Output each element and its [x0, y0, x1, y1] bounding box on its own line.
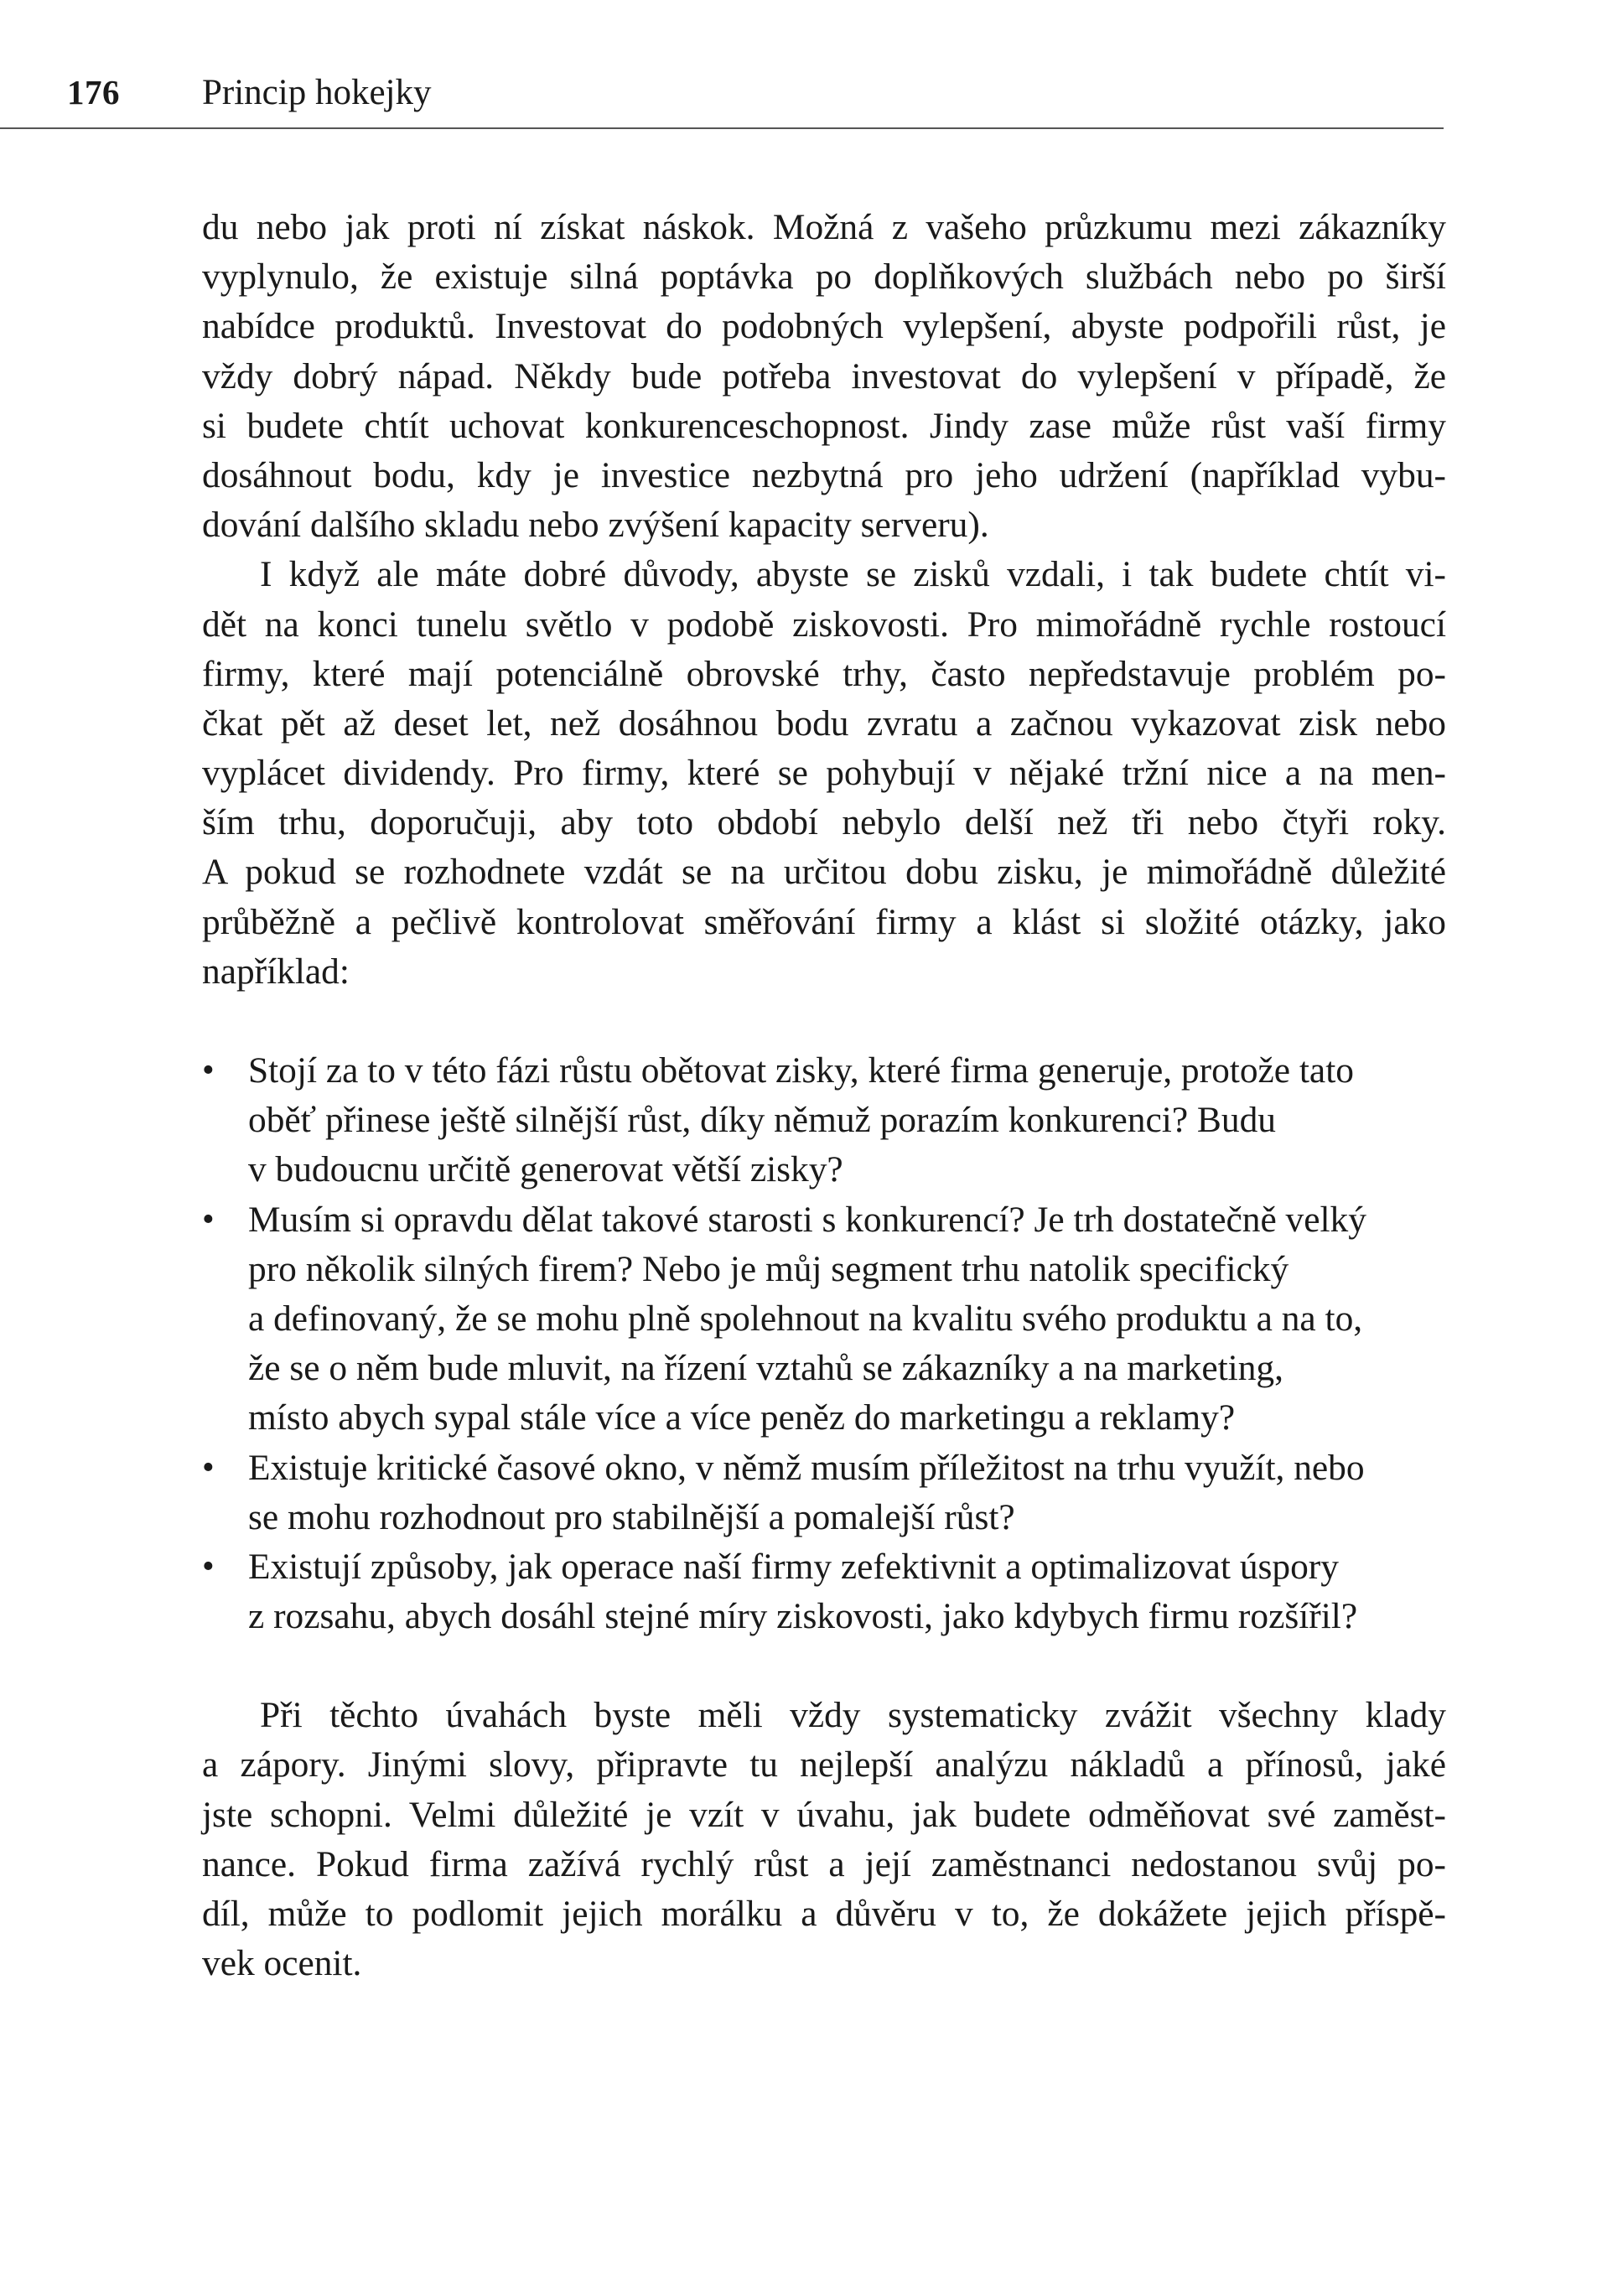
paragraph	[202, 550, 1446, 997]
text-line: ším trhu, doporučuji, aby toto období nebylo delší než tři nebo čtyři roky.	[202, 802, 1446, 843]
text-line: Existují způsoby, jak operace naší firmy zefektivnit a optimalizovat úspory	[248, 1546, 1339, 1587]
paragraph	[202, 1691, 1446, 1988]
text-line: se mohu rozhodnout pro stabilnější a pomalejší růst?	[248, 1496, 1015, 1537]
text-line: jste schopni. Velmi důležité je vzít v úvahu, jak budete odměňovat své zaměst-	[202, 1794, 1446, 1835]
list-item	[202, 1443, 1446, 1542]
text-line: v budoucnu určitě generovat větší zisky?	[248, 1149, 843, 1190]
text-line: A pokud se rozhodnete vzdát se na určitou dobu zisku, je mimořádně důležité	[202, 852, 1446, 893]
list-item	[202, 1542, 1446, 1641]
text-line: si budete chtít uchovat konkurenceschopnost. Jindy zase může růst vaší firmy	[202, 405, 1446, 446]
text-line: z rozsahu, abych dosáhl stejné míry ziskovosti, jako kdybych firmu rozšířil?	[248, 1596, 1358, 1637]
bullet-icon: •	[202, 1547, 215, 1586]
spacer	[202, 1641, 1446, 1691]
text-line: I když ale máte dobré důvody, abyste se zisků vzdali, i tak budete chtít vi-	[260, 554, 1446, 595]
text-line: firmy, které mají potenciálně obrovské trhy, často nepředstavuje problém po-	[202, 653, 1446, 694]
bullet-icon: •	[202, 1051, 215, 1090]
text-line: vek ocenit.	[202, 1943, 362, 1984]
text-line: že se o něm bude mluvit, na řízení vztahů se zákazníky a na marketing,	[248, 1348, 1283, 1389]
page-header	[0, 67, 1444, 131]
text-line: například:	[202, 951, 350, 992]
text-line: Při těchto úvahách byste měli vždy systematicky zvážit všechny klady	[260, 1695, 1446, 1736]
text-line: a definovaný, že se mohu plně spolehnout na kvalitu svého produktu a na to,	[248, 1298, 1363, 1339]
text-line: vyplácet dividendy. Pro firmy, které se pohybují v nějaké tržní nice a na men-	[202, 753, 1446, 794]
text-line: dosáhnout bodu, kdy je investice nezbytná pro jeho udržení (například vybu-	[202, 454, 1446, 495]
bullet-list	[202, 1046, 1446, 1641]
page-number: 176	[67, 73, 120, 111]
body-text	[202, 203, 1446, 1988]
text-line: průběžně a pečlivě kontrolovat směřování firmy a klást si složité otázky, jako	[202, 901, 1446, 942]
text-line: nance. Pokud firma zažívá rychlý růst a její zaměstnanci nedostanou svůj po-	[202, 1843, 1446, 1884]
text-line: oběť přinese ještě silnější růst, díky němuž porazím konkurenci? Budu	[248, 1100, 1276, 1141]
list-item	[202, 1046, 1446, 1195]
paragraph	[202, 203, 1446, 550]
spacer	[202, 997, 1446, 1046]
running-title: Princip hokejky	[202, 73, 432, 112]
list-item	[202, 1195, 1446, 1443]
text-line: a zápory. Jinými slovy, připravte tu nejlepší analýzu nákladů a přínosů, jaké	[202, 1744, 1446, 1785]
text-line: nabídce produktů. Investovat do podobných vylepšení, abyste podpořili růst, je	[202, 306, 1446, 347]
text-line: dět na konci tunelu světlo v podobě ziskovosti. Pro mimořádně rychle rostoucí	[202, 604, 1446, 645]
header-rule	[0, 127, 1444, 129]
text-line: čkat pět až deset let, než dosáhnou bodu zvratu a začnou vykazovat zisk nebo	[202, 702, 1446, 744]
text-line: Existuje kritické časové okno, v němž musím příležitost na trhu využít, nebo	[248, 1447, 1365, 1488]
text-line: vždy dobrý nápad. Někdy bude potřeba investovat do vylepšení v případě, že	[202, 355, 1446, 396]
text-line: místo abych sypal stále více a více peněz do marketingu a reklamy?	[248, 1397, 1236, 1438]
text-line: dování dalšího skladu nebo zvýšení kapacity serveru).	[202, 505, 989, 546]
bullet-icon: •	[202, 1448, 215, 1487]
text-line: díl, může to podlomit jejich morálku a důvěru v to, že dokážete jejich příspě-	[202, 1894, 1446, 1934]
text-line: pro několik silných firem? Nebo je můj segment trhu natolik specifický	[248, 1248, 1289, 1289]
text-line: vyplynulo, že existuje silná poptávka po doplňkových službách nebo po širší	[202, 257, 1446, 298]
text-line: du nebo jak proti ní získat náskok. Možná z vašeho průzkumu mezi zákazníky	[202, 207, 1446, 247]
text-line: Stojí za to v této fázi růstu obětovat zisky, které firma generuje, protože tato	[248, 1050, 1354, 1091]
text-line: Musím si opravdu dělat takové starosti s konkurencí? Je trh dostatečně velký	[248, 1199, 1366, 1240]
bullet-icon: •	[202, 1200, 215, 1239]
